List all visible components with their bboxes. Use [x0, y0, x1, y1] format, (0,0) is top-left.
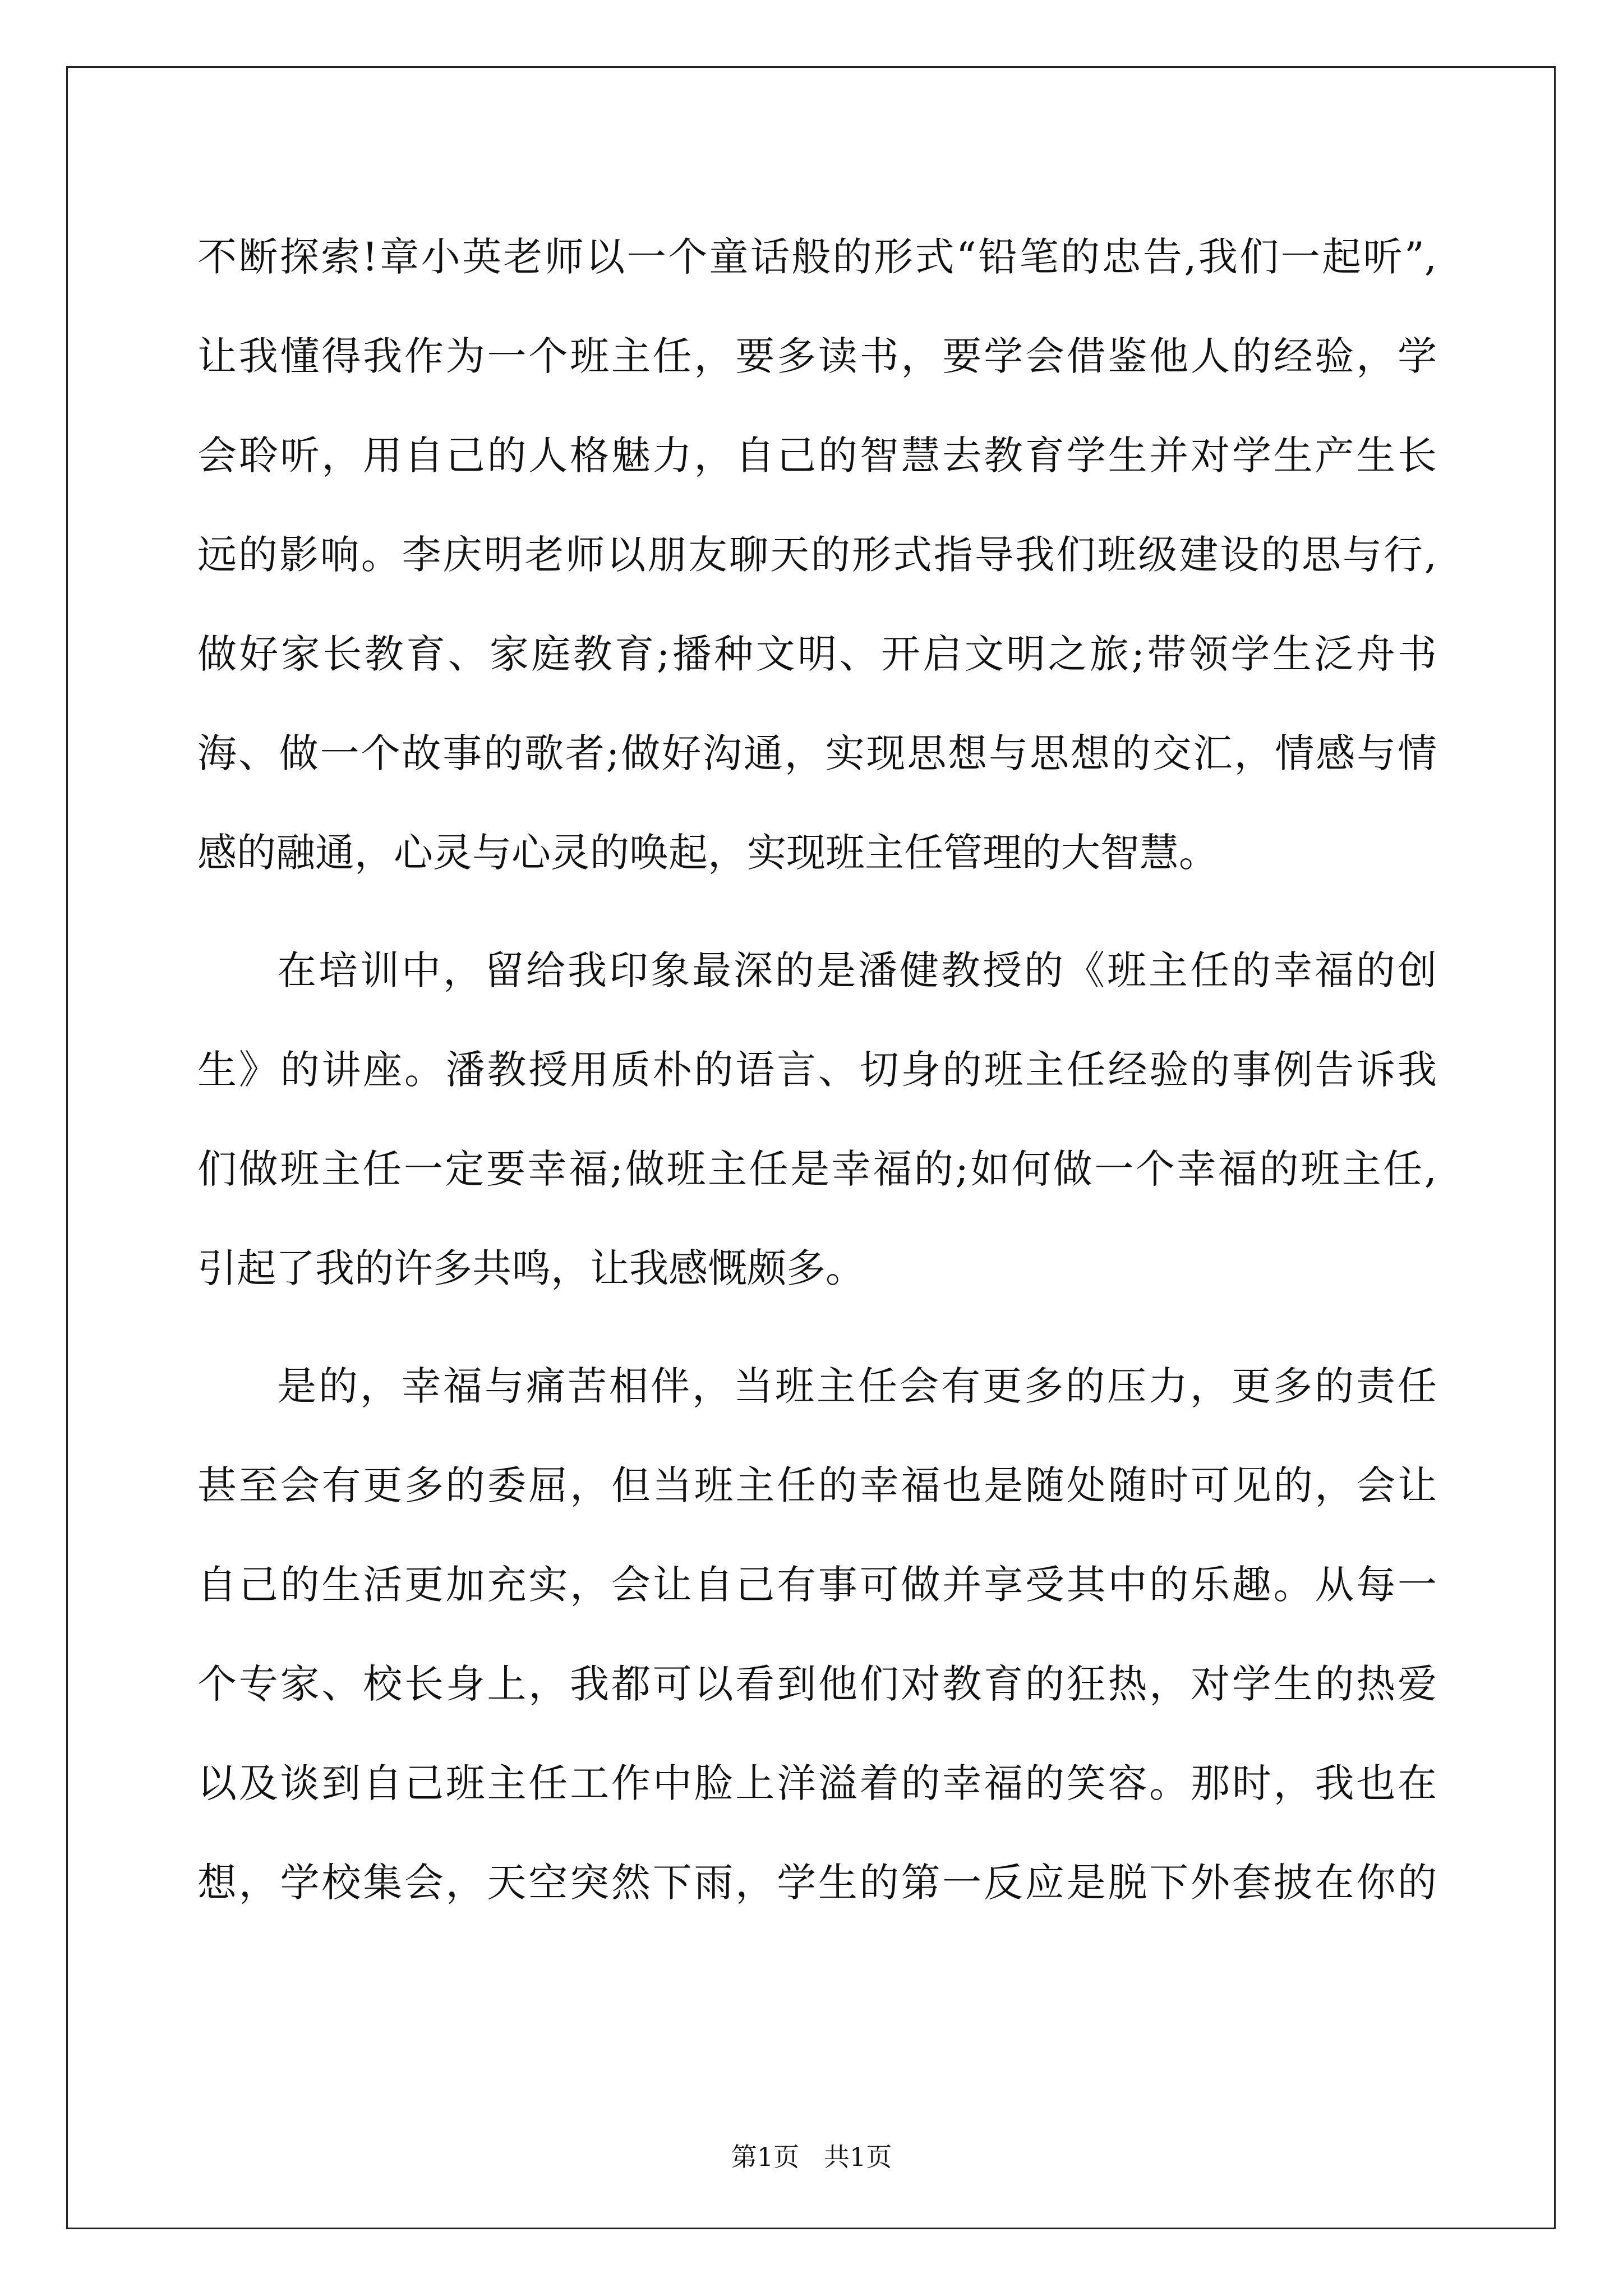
paragraph-1 — [197, 208, 1437, 903]
paragraph-3 — [197, 1337, 1437, 1932]
text-line: 生》的讲座。潘教授用质朴的语言、切身的班主任经验的事例告诉我 — [197, 1047, 1437, 1093]
text-line: 以及谈到自己班主任工作中脸上洋溢着的幸福的笑容。那时，我也在 — [197, 1760, 1437, 1806]
page-number-footer: 第1页 共1页 — [731, 2142, 892, 2172]
text-line: 是的，幸福与痛苦相伴，当班主任会有更多的压力，更多的责任 — [277, 1363, 1437, 1409]
text-line: 让我懂得我作为一个班主任，要多读书，要学会借鉴他人的经验，学 — [197, 333, 1437, 379]
paragraph-2 — [197, 921, 1437, 1318]
text-line: 在培训中，留给我印象最深的是潘健教授的《班主任的幸福的创 — [277, 947, 1437, 993]
text-line: 个专家、校长身上，我都可以看到他们对教育的狂热，对学生的热爱 — [197, 1661, 1437, 1707]
text-line: 自己的生活更加充实，会让自己有事可做并享受其中的乐趣。从每一 — [197, 1562, 1437, 1608]
text-line: 想，学校集会，天空突然下雨，学生的第一反应是脱下外套披在你的 — [197, 1860, 1437, 1906]
document-body — [197, 208, 1437, 1932]
text-line: 做好家长教育、家庭教育;播种文明、开启文明之旅;带领学生泛舟书 — [197, 631, 1437, 677]
text-line: 海、做一个故事的歌者;做好沟通，实现思想与思想的交汇，情感与情 — [197, 730, 1437, 776]
text-line: 们做班主任一定要幸福;做班主任是幸福的;如何做一个幸福的班主任, — [197, 1146, 1437, 1192]
text-line: 会聆听，用自己的人格魅力，自己的智慧去教育学生并对学生产生长 — [197, 432, 1437, 478]
text-line: 甚至会有更多的委屈，但当班主任的幸福也是随处随时可见的，会让 — [197, 1462, 1437, 1508]
text-line: 引起了我的许多共鸣，让我感慨颇多。 — [197, 1245, 865, 1291]
text-line: 感的融通，心灵与心灵的唤起，实现班主任管理的大智慧。 — [197, 830, 1218, 876]
text-line: 不断探索!章小英老师以一个童话般的形式“铅笔的忠告,我们一起听”, — [197, 234, 1437, 280]
text-line: 远的影响。李庆明老师以朋友聊天的形式指导我们班级建设的思与行, — [197, 532, 1437, 578]
